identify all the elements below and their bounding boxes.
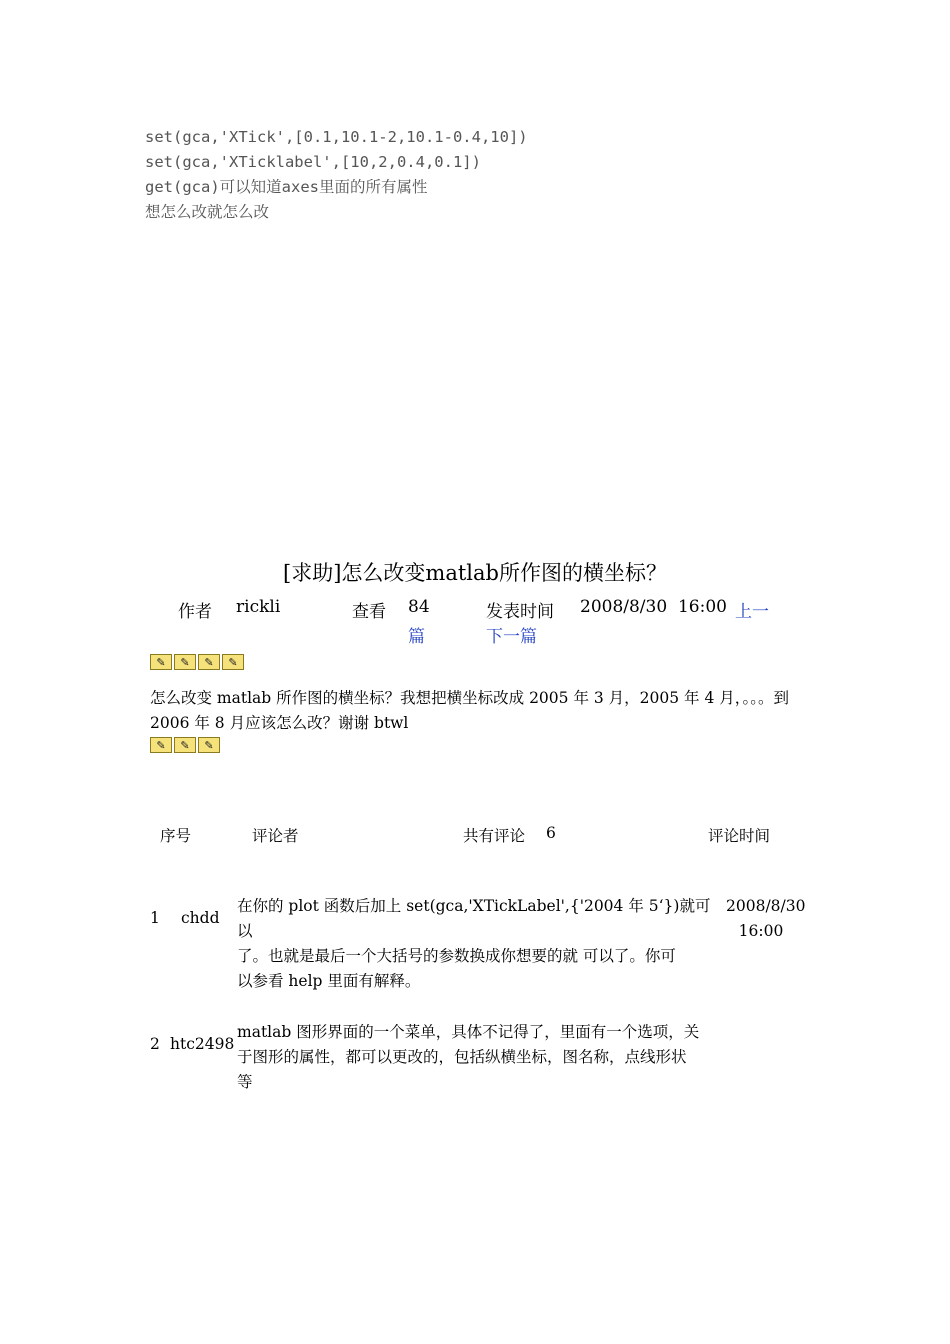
author-name[interactable]: rickli [236, 597, 281, 617]
note-text: 里面的所有属性 [319, 178, 428, 196]
comment-text-line: 了。也就是最后一个大括号的参数换成你想要的就 可以了。你可 [237, 947, 676, 965]
rating-icon: ✎ [150, 654, 172, 670]
rating-icons-bottom [150, 737, 222, 753]
post-time: 2008/8/30 16:00 [580, 597, 727, 617]
code-snippet [145, 125, 528, 225]
rating-icon: ✎ [222, 654, 244, 670]
author-label: 作者 [178, 602, 212, 622]
comment-text [237, 1020, 717, 1095]
rating-icon: ✎ [198, 737, 220, 753]
note-line [145, 175, 528, 200]
comment-text-line: matlab 图形界面的一个菜单，具体不记得了，里面有一个选项，关 [237, 1023, 700, 1041]
prev-post-link-cont[interactable]: 篇 [408, 627, 425, 647]
comment-date: 2008/8/30 [726, 897, 806, 915]
rating-icon: ✎ [174, 737, 196, 753]
col-author-header: 评论者 [252, 827, 299, 845]
note-text: 可以知道 [219, 178, 282, 196]
comment-clock: 16:00 [738, 922, 784, 940]
comment-text-line: 等 [237, 1073, 253, 1091]
col-total-header: 共有评论 [463, 827, 526, 845]
comment-text-line: 在你的 plot 函数后加上 set(gca,'XTickLabel',{'2004 年 5‘})就可以 [237, 897, 711, 940]
code-line: set(gca,'XTick',[0.1,10.1-2,10.1-0.4,10]) [145, 128, 528, 146]
comment-text-line: 以参看 help 里面有解释。 [237, 972, 421, 990]
comment-author[interactable]: chdd [181, 909, 220, 927]
views-count: 84 [408, 597, 430, 617]
question-line: 2006 年 8 月应该怎么改？谢谢 btwl [150, 714, 409, 732]
col-index-header: 序号 [160, 827, 192, 845]
rating-icon: ✎ [198, 654, 220, 670]
comment-time [726, 894, 806, 944]
question-line: 怎么改变 matlab 所作图的横坐标？我想把横坐标改成 2005 年 3 月，2005 年 4 月，。。。到 [150, 689, 789, 707]
note-line: 想怎么改就怎么改 [145, 203, 270, 221]
views-label: 查看 [352, 602, 386, 622]
prev-post-link[interactable]: 上一 [735, 602, 769, 622]
code-line: set(gca,'XTicklabel',[10,2,0.4,0.1]) [145, 153, 481, 171]
col-time-header: 评论时间 [708, 827, 771, 845]
comment-author[interactable]: htc2498 [170, 1035, 235, 1053]
next-post-link[interactable]: 下一篇 [486, 627, 537, 647]
comment-index: 2 [150, 1035, 160, 1053]
comment-total-count: 6 [546, 824, 556, 842]
note-code: axes [281, 178, 319, 196]
note-code: get(gca) [145, 178, 220, 196]
comment-index: 1 [150, 909, 160, 927]
comment-text [237, 894, 717, 994]
rating-icon: ✎ [174, 654, 196, 670]
rating-icons-top [150, 654, 246, 670]
time-label: 发表时间 [486, 602, 554, 622]
comment-text-line: 于图形的属性，都可以更改的，包括纵横坐标，图名称，点线形状 [237, 1048, 687, 1066]
question-body [150, 686, 810, 736]
post-title: [求助]怎么改变matlab所作图的横坐标？ [283, 561, 667, 585]
rating-icon: ✎ [150, 737, 172, 753]
